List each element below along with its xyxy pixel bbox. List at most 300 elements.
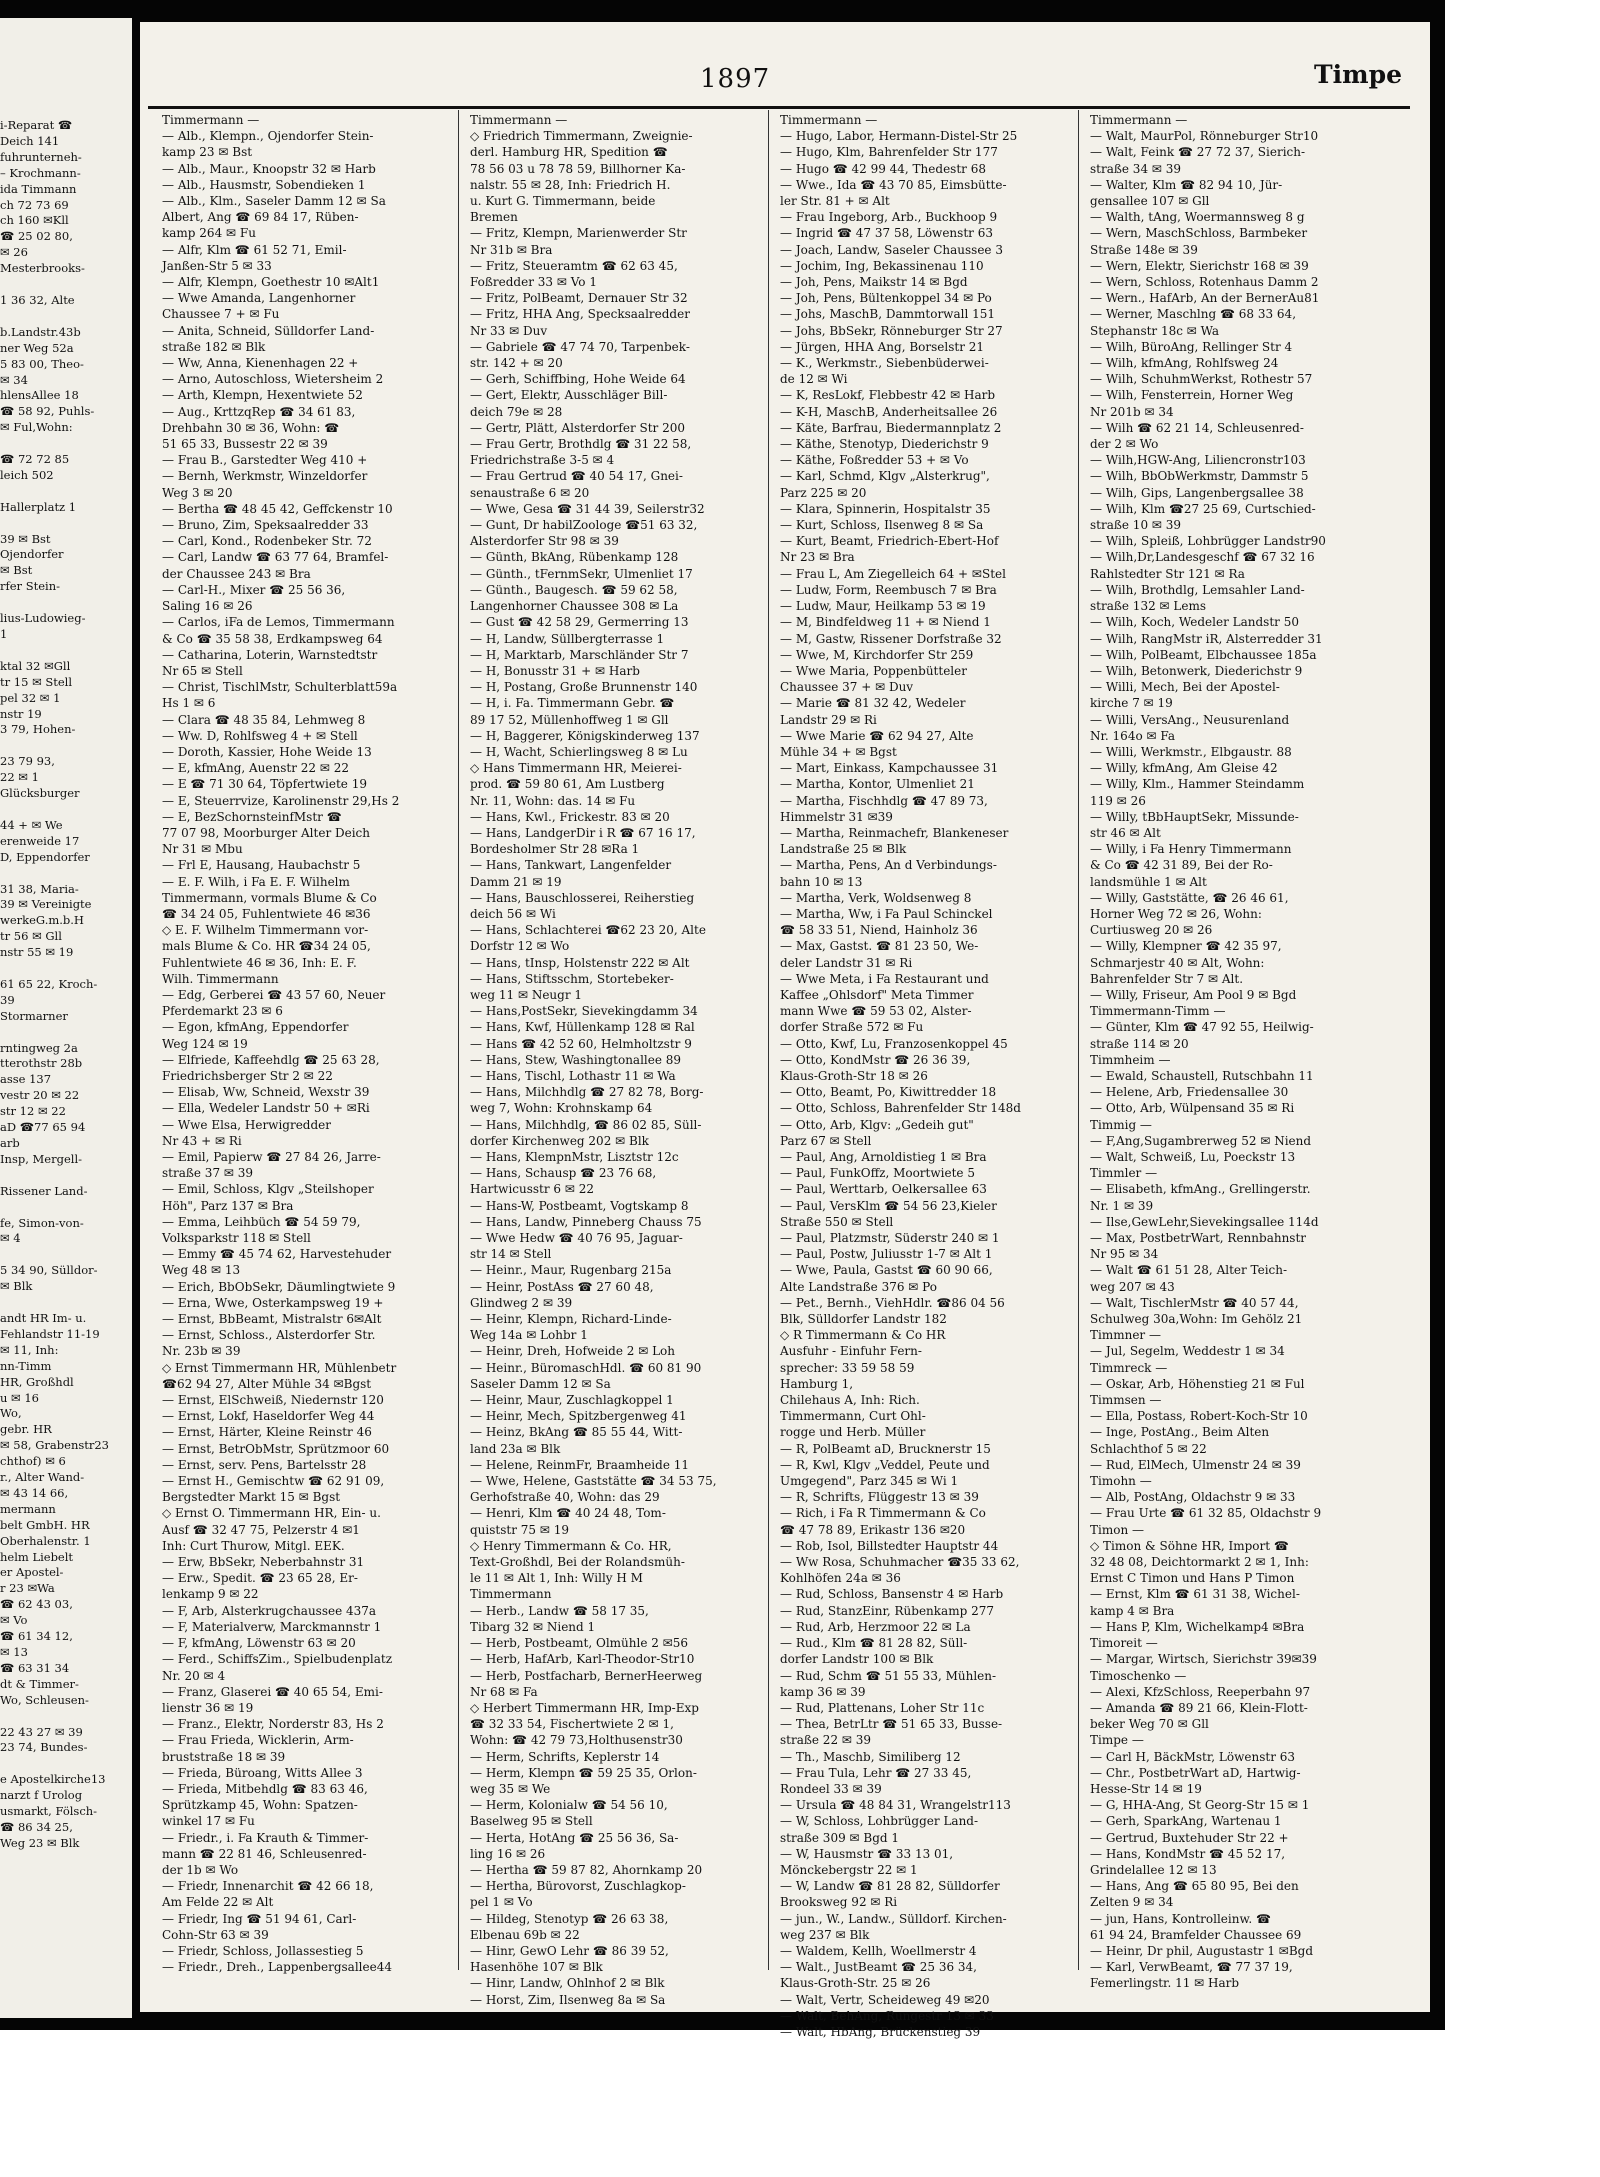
directory-entry-line: — Herb, HafArb, Karl-Theodor-Str10 xyxy=(470,1652,695,1667)
directory-entry-line: — Paul, FunkOffz, Moortwiete 5 xyxy=(780,1166,975,1181)
directory-entry-line: — H, Baggerer, Königskinderweg 137 xyxy=(470,728,700,743)
directory-entry-line: — Frl E, Hausang, Haubachstr 5 xyxy=(162,858,361,873)
directory-entry-line: — Hugo, Labor, Hermann-Distel-Str 25 xyxy=(780,129,1018,144)
directory-entry-line: — Erw., Spedit. ☎ 23 65 28, Er- xyxy=(162,1571,358,1586)
directory-entry-line: — Walt, Schweiß, Lu, Poeckstr 13 xyxy=(1090,1150,1296,1164)
directory-entry-line: Am Felde 22 ✉ Alt xyxy=(162,1895,274,1910)
directory-entry-line: — Carl-H., Mixer ☎ 25 56 36, xyxy=(162,582,346,597)
directory-entry-line: — Alexi, KfzSchloss, Reeperbahn 97 xyxy=(1090,1684,1311,1699)
facing-page-line: ☎ 61 34 12, xyxy=(0,1629,73,1644)
directory-entry-line: Timmermann — xyxy=(162,113,260,127)
directory-entry-line: pel 1 ✉ Vo xyxy=(470,1895,533,1910)
directory-entry-line: — Oskar, Arb, Höhenstieg 21 ✉ Ful xyxy=(1090,1376,1305,1391)
directory-entry-line: Alte Landstraße 376 ✉ Po xyxy=(780,1279,937,1294)
directory-entry-line: Pferdemarkt 23 ✉ 6 xyxy=(162,1004,283,1019)
directory-entry-line: — Clara ☎ 48 35 84, Lehmweg 8 xyxy=(162,712,366,727)
directory-entry-line: — Karl, VerwBeamt, ☎ 77 37 19, xyxy=(1090,1960,1293,1975)
directory-entry-line: ☎ 47 78 89, Erikastr 136 ✉20 xyxy=(780,1522,966,1537)
directory-entry-line: — Emil, Papierw ☎ 27 84 26, Jarre- xyxy=(162,1150,381,1164)
directory-entry-line: — Wwe, Paula, Gastst ☎ 60 90 66, xyxy=(780,1263,993,1278)
facing-page-line xyxy=(0,1025,140,1041)
directory-entry-line: — Hans, Tischl, Lothastr 11 ✉ Wa xyxy=(470,1068,676,1083)
directory-entry-line: Umgegend", Parz 345 ✉ Wi 1 xyxy=(780,1474,959,1489)
directory-entry-line: Nr 95 ✉ 34 xyxy=(1090,1247,1159,1262)
directory-entry-line: Femerlingstr. 11 ✉ Harb xyxy=(1090,1976,1240,1991)
directory-entry-line: Foßredder 33 ✉ Vo 1 xyxy=(470,275,597,290)
directory-entry-line: — Hertha ☎ 59 87 82, Ahornkamp 20 xyxy=(470,1862,703,1877)
directory-entry-line: Alsterdorfer Str 98 ✉ 39 xyxy=(470,534,619,549)
directory-entry-line: — F,Ang,Sugambrerweg 52 ✉ Niend xyxy=(1090,1133,1312,1148)
directory-entry-line: — Pet., Bernh., ViehHdlr. ☎86 04 56 xyxy=(780,1295,1005,1310)
directory-entry-line: — Inge, PostAng., Beim Alten xyxy=(1090,1425,1270,1440)
directory-entry-line: — Fritz, PolBeamt, Dernauer Str 32 xyxy=(470,291,688,306)
facing-page-line: ✉ 4 xyxy=(0,1231,21,1246)
directory-entry-line: — Werner, Maschlng ☎ 68 33 64, xyxy=(1090,307,1297,322)
directory-entry-line: — Emil, Schloss, Klgv „Steilshoper xyxy=(162,1182,374,1197)
directory-entry-line: — Käthe, Stenotyp, Diederichstr 9 xyxy=(780,437,989,452)
directory-entry-line: — Hans,PostSekr, Sievekingdamm 34 xyxy=(470,1004,698,1019)
facing-page-line: ✉ 13 xyxy=(0,1645,28,1659)
directory-entry-line: — M, Bindfeldweg 11 + ✉ Niend 1 xyxy=(780,615,991,630)
directory-entry-line: — Käthe, Foßredder 53 + ✉ Vo xyxy=(780,453,969,468)
directory-entry-line: Timmig — xyxy=(1090,1117,1152,1132)
directory-entry-line: ◇ Henry Timmermann & Co. HR, xyxy=(470,1538,672,1553)
facing-page-line: HR, Großhdl xyxy=(0,1374,74,1389)
facing-page-line: 22 43 27 ✉ 39 xyxy=(0,1724,83,1739)
directory-entry-line: — Ingrid ☎ 47 37 58, Löwenstr 63 xyxy=(780,226,993,241)
directory-entry-line: — Hinr, Landw, Ohlnhof 2 ✉ Blk xyxy=(470,1976,665,1991)
directory-entry-line: kamp 4 ✉ Bra xyxy=(1090,1603,1175,1618)
directory-entry-line: Nr. 20 ✉ 4 xyxy=(162,1668,226,1683)
directory-entry-line: — Klara, Spinnerin, Hospitalstr 35 xyxy=(780,501,991,516)
directory-entry-line: — Gust ☎ 42 58 29, Germerring 13 xyxy=(470,615,689,630)
directory-entry-line: Timmheim — xyxy=(1090,1052,1171,1067)
directory-entry-line: le 11 ✉ Alt 1, Inh: Willy H M xyxy=(470,1571,643,1586)
directory-entry-line: — Günth., Baugesch. ☎ 59 62 58, xyxy=(470,582,678,597)
directory-entry-line: Hesse-Str 14 ✉ 19 xyxy=(1090,1781,1202,1796)
directory-entry-line: Nr 201b ✉ 34 xyxy=(1090,404,1174,419)
directory-entry-line: Nr 23 ✉ Bra xyxy=(780,550,855,565)
directory-entry-line: — Rud, StanzEinr, Rübenkamp 277 xyxy=(780,1603,994,1618)
directory-entry-line: senaustraße 6 ✉ 20 xyxy=(470,485,590,500)
directory-entry-line: — Frau Tula, Lehr ☎ 27 33 45, xyxy=(780,1765,972,1780)
directory-entry-line: — Willy, tBbHauptSekr, Missunde- xyxy=(1090,809,1299,824)
directory-entry-line: — Wwe Maria, Poppenbütteler xyxy=(780,663,967,678)
directory-entry-line: Janßen-Str 5 ✉ 33 xyxy=(162,258,272,273)
facing-page-line: Wo, Schleusen- xyxy=(0,1692,89,1707)
directory-entry-line: — Hans ☎ 42 52 60, Helmholtzstr 9 xyxy=(470,1036,692,1051)
directory-entry-line: weg 207 ✉ 43 xyxy=(1090,1279,1175,1294)
directory-entry-line: — E. F. Wilh, i Fa E. F. Wilhelm xyxy=(162,874,350,889)
facing-page-line: rfer Stein- xyxy=(0,579,60,594)
directory-entry-line: Rondeel 33 ✉ 39 xyxy=(780,1781,882,1796)
directory-entry-line: 32 48 08, Deichtormarkt 2 ✉ 1, Inh: xyxy=(1090,1555,1309,1570)
facing-page-line: 1 36 32, Alte xyxy=(0,292,75,307)
directory-entry-line: — H, Bonusstr 31 + ✉ Harb xyxy=(470,663,640,678)
facing-page-line: leich 502 xyxy=(0,467,54,482)
directory-entry-line: — K., Werkmstr., Siebenbüderwei- xyxy=(780,356,989,371)
directory-entry-line: — Frau Gertr, Brothdlg ☎ 31 22 58, xyxy=(470,437,692,452)
directory-entry-line: — Elisabeth, kfmAng., Grellingerstr. xyxy=(1090,1182,1311,1197)
directory-entry-line: straße 34 ✉ 39 xyxy=(1090,161,1182,176)
directory-entry-line: — Rud, Schloss, Bansenstr 4 ✉ Harb xyxy=(780,1587,1004,1602)
directory-entry-line: Landstraße 25 ✉ Blk xyxy=(780,842,907,857)
directory-entry-line: — Otto, Kwf, Lu, Franzosenkoppel 45 xyxy=(780,1036,1008,1051)
directory-entry-line: — Otto, Schloss, Bahrenfelder Str 148d xyxy=(780,1101,1021,1116)
directory-entry-line: — Gunt, Dr habilZoologe ☎51 63 32, xyxy=(470,518,698,533)
directory-entry-line: Timoreit — xyxy=(1090,1636,1158,1651)
directory-entry-line: — Heinr, Maur, Zuschlagkoppel 1 xyxy=(470,1393,674,1408)
directory-entry-line: deich 79e ✉ 28 xyxy=(470,404,563,419)
facing-page-line xyxy=(0,1295,140,1311)
facing-page-line: rntingweg 2a xyxy=(0,1040,78,1055)
facing-page-line: 5 34 90, Sülldor- xyxy=(0,1263,98,1278)
directory-entry-line: Timmler — xyxy=(1090,1166,1158,1181)
directory-entry-line: Timohn — xyxy=(1090,1474,1152,1489)
directory-entry-line: Brooksweg 92 ✉ Ri xyxy=(780,1895,898,1910)
directory-entry-line: — Chr., PostbetrWart aD, Hartwig- xyxy=(1090,1765,1301,1780)
directory-entry-line: dorfer Kirchenweg 202 ✉ Blk xyxy=(470,1133,649,1148)
directory-entry-line: Rahlstedter Str 121 ✉ Ra xyxy=(1090,566,1245,581)
facing-page-line: ch 160 ✉Kll xyxy=(0,213,69,228)
directory-entry-line: — M, Gastw, Rissener Dorfstraße 32 xyxy=(780,631,1002,646)
directory-entry-line: Himmelstr 31 ✉39 xyxy=(780,809,893,824)
directory-entry-line: — Wern., HafArb, An der BernerAu81 xyxy=(1090,291,1320,306)
directory-entry-line: — jun., W., Landw., Sülldorf. Kirchen- xyxy=(780,1911,1007,1926)
directory-entry-line: Drehbahn 30 ✉ 36, Wohn: ☎ xyxy=(162,420,340,435)
facing-page-line xyxy=(0,1756,140,1772)
facing-page-line xyxy=(0,1247,140,1263)
directory-entry-line: — Christ, TischlMstr, Schulterblatt59a xyxy=(162,680,398,695)
directory-entry-line: — Herm, Schrifts, Keplerstr 14 xyxy=(470,1749,660,1764)
directory-entry-line: lenkamp 9 ✉ 22 xyxy=(162,1587,259,1602)
directory-entry-line: — Willy, Klempner ☎ 42 35 97, xyxy=(1090,939,1282,954)
directory-entry-line: — Ewald, Schaustell, Rutschbahn 11 xyxy=(1090,1068,1314,1083)
directory-entry-line: — Gabriele ☎ 47 74 70, Tarpenbek- xyxy=(470,339,690,354)
directory-entry-line: — Ww Rosa, Schuhmacher ☎35 33 62, xyxy=(780,1555,1020,1570)
directory-entry-line: Ausf ☎ 32 47 75, Pelzerstr 4 ✉1 xyxy=(162,1522,360,1537)
directory-entry-line: — Günth, BkAng, Rübenkamp 128 xyxy=(470,550,679,565)
directory-entry-line: — Gertrud, Buxtehuder Str 22 + xyxy=(1090,1830,1289,1845)
directory-entry-line: str 46 ✉ Alt xyxy=(1090,825,1161,840)
directory-entry-line: — Ernst, Lokf, Haseldorfer Weg 44 xyxy=(162,1409,375,1424)
directory-entry-line: — Henri, Klm ☎ 40 24 48, Tom- xyxy=(470,1506,666,1521)
facing-page-line: ktal 32 ✉Gll xyxy=(0,658,71,673)
facing-page-line: lius-Ludowieg- xyxy=(0,611,86,626)
directory-entry-line: — Otto, Arb, Klgv: „Gedeih gut" xyxy=(780,1117,974,1132)
directory-entry-line: — Wern, Schloss, Rotenhaus Damm 2 xyxy=(1090,275,1319,290)
directory-entry-line: — Egon, kfmAng, Eppendorfer xyxy=(162,1020,349,1035)
facing-page-line xyxy=(0,1709,140,1725)
facing-page-line: tr 15 ✉ Stell xyxy=(0,674,73,689)
directory-entry-line: — Fritz, HHA Ang, Specksaalredder xyxy=(470,307,690,322)
directory-entry-line: bruststraße 18 ✉ 39 xyxy=(162,1749,286,1764)
directory-entry-line: — Alfr, Klempn, Goethestr 10 ✉Alt1 xyxy=(162,275,380,290)
directory-entry-line: — Rich, i Fa R Timmermann & Co xyxy=(780,1506,986,1521)
directory-entry-line: — Helene, ReinmFr, Braamheide 11 xyxy=(470,1457,690,1472)
directory-entry-line: Cohn-Str 63 ✉ 39 xyxy=(162,1927,269,1942)
directory-entry-line: — Friedr, Schloss, Jollassestieg 5 xyxy=(162,1943,364,1958)
directory-entry-line: Nr 68 ✉ Fa xyxy=(470,1684,538,1699)
directory-entry-line: — Max, Gastst. ☎ 81 23 50, We- xyxy=(780,939,979,954)
directory-entry-line: — Walt ☎ 61 51 28, Alter Teich- xyxy=(1090,1263,1288,1278)
directory-entry-line: — Bernh, Werkmstr, Winzeldorfer xyxy=(162,469,368,484)
directory-entry-line: Weg 124 ✉ 19 xyxy=(162,1036,248,1051)
directory-entry-line: — Friedr., i. Fa Krauth & Timmer- xyxy=(162,1830,369,1845)
directory-entry-line: Nr 33 ✉ Duv xyxy=(470,323,548,338)
facing-page-line: werkeG.m.b.H xyxy=(0,913,84,928)
directory-entry-line: Timmermann xyxy=(470,1587,552,1602)
directory-entry-line: lienstr 36 ✉ 19 xyxy=(162,1700,254,1715)
directory-entry-line: — Wilh, kfmAng, Rohlfsweg 24 xyxy=(1090,356,1279,371)
directory-entry-line: — Hans, Stiftsschm, Stortebeker- xyxy=(470,971,674,986)
directory-entry-line: — Martha, Pens, An d Verbindungs- xyxy=(780,858,997,873)
directory-entry-line: — Käte, Barfrau, Biedermannplatz 2 xyxy=(780,420,1002,435)
directory-entry-line: Landstr 29 ✉ Ri xyxy=(780,712,877,727)
facing-page-line: ✉ Bst xyxy=(0,563,33,578)
directory-entry-line: — Walt, Vertr, Scheideweg 49 ✉20 xyxy=(780,1992,990,2007)
directory-entry-line: Nr. 11, Wohn: das. 14 ✉ Fu xyxy=(470,793,636,808)
facing-page-line: 1 xyxy=(0,627,8,641)
directory-entry-line: weg 35 ✉ We xyxy=(470,1781,551,1796)
directory-entry-line: rogge und Herb. Müller xyxy=(780,1425,926,1440)
directory-entry-line: — Wilh, Klm ☎27 25 69, Curtschied- xyxy=(1090,501,1316,516)
facing-page-line: Rissener Land- xyxy=(0,1183,88,1198)
directory-entry-line: u. Kurt G. Timmermann, beide xyxy=(470,194,656,209)
directory-entry-line: — Walt, MaurPol, Rönneburger Str10 xyxy=(1090,129,1319,144)
directory-entry-line: — Ella, Postass, Robert-Koch-Str 10 xyxy=(1090,1409,1308,1424)
directory-entry-line: — Hans, Landw, Pinneberg Chauss 75 xyxy=(470,1214,702,1229)
directory-entry-line: — Hans, Milchhdlg ☎ 27 82 78, Borg- xyxy=(470,1085,704,1100)
directory-entry-line: dorfer Landstr 100 ✉ Blk xyxy=(780,1652,934,1667)
directory-entry-line: — Willi, Werkmstr., Elbgaustr. 88 xyxy=(1090,744,1292,759)
facing-page-line: chthof) ✉ 6 xyxy=(0,1454,66,1469)
directory-entry-line: — Wilh, Betonwerk, Diederichstr 9 xyxy=(1090,663,1303,678)
directory-entry-line: Elbenau 69b ✉ 22 xyxy=(470,1927,580,1942)
directory-entry-line: — Günth., tFernmSekr, Ulmenliet 17 xyxy=(470,566,693,581)
directory-entry-line: — H, Landw, Süllbergterrasse 1 xyxy=(470,631,665,646)
directory-entry-line: — Herm, Kolonialw ☎ 54 56 10, xyxy=(470,1798,668,1813)
directory-entry-line: — Wern, MaschSchloss, Barmbeker xyxy=(1090,226,1308,241)
directory-entry-line: — Ernst, BbBeamt, Mistralstr 6✉Alt xyxy=(162,1312,382,1327)
directory-entry-line: Dorfstr 12 ✉ Wo xyxy=(470,939,570,954)
directory-entry-line: kamp 23 ✉ Bst xyxy=(162,145,253,160)
facing-page-line: Weg 23 ✉ Blk xyxy=(0,1835,80,1850)
directory-entry-line: — Friedr., Dreh., Lappenbergsallee44 xyxy=(162,1960,392,1975)
facing-page-line: r 23 ✉Wa xyxy=(0,1581,55,1596)
directory-entry-line: — Ernst, BetrObMstr, Sprützmoor 60 xyxy=(162,1441,390,1456)
directory-entry-line: — H, Postang, Große Brunnenstr 140 xyxy=(470,680,698,695)
directory-entry-line: — Wwe, M, Kirchdorfer Str 259 xyxy=(780,647,974,662)
facing-page-line xyxy=(0,309,140,325)
directory-entry-line: — Heinr, Dr phil, Augustastr 1 ✉Bgd xyxy=(1090,1943,1314,1958)
directory-entry-line: — Wilh, RangMstr iR, Alsterredder 31 xyxy=(1090,631,1323,646)
directory-entry-line: — Herb., Landw ☎ 58 17 35, xyxy=(470,1603,649,1618)
directory-entry-line: — Franz., Elektr, Norderstr 83, Hs 2 xyxy=(162,1717,384,1732)
directory-entry-line: — Wilh, Spleiß, Lohbrügger Landstr90 xyxy=(1090,534,1326,549)
directory-entry-line: Timoschenko — xyxy=(1090,1668,1187,1683)
directory-entry-line: & Co ☎ 35 58 38, Erdkampsweg 64 xyxy=(162,631,383,646)
running-head: Timpe xyxy=(1314,60,1402,89)
directory-entry-line: — Walt., JustBeamt ☎ 25 36 34, xyxy=(780,1960,977,1975)
directory-entry-line: Ausfuhr - Einfuhr Fern- xyxy=(780,1344,922,1359)
directory-entry-line: — Mart, Einkass, Kampchaussee 31 xyxy=(780,761,999,776)
directory-entry-line: — Ernst, serv. Pens, Bartelsstr 28 xyxy=(162,1457,367,1472)
directory-entry-line: — Otto, Arb, Wülpensand 35 ✉ Ri xyxy=(1090,1101,1295,1116)
facing-page-line xyxy=(0,277,140,293)
directory-entry-line: Nr. 164o ✉ Fa xyxy=(1090,728,1176,743)
facing-page-line: nstr 19 xyxy=(0,706,42,721)
directory-entry-line: Weg 48 ✉ 13 xyxy=(162,1263,241,1278)
directory-entry-line: — Gerh, Schiffbing, Hohe Weide 64 xyxy=(470,372,686,387)
directory-entry-line: — Hans, Kwf, Hüllenkamp 128 ✉ Ral xyxy=(470,1020,695,1035)
directory-entry-line: — Carlos, iFa de Lemos, Timmermann xyxy=(162,615,395,630)
directory-entry-line: — E, kfmAng, Auenstr 22 ✉ 22 xyxy=(162,761,349,776)
facing-page-line: 23 74, Bundes- xyxy=(0,1740,88,1755)
directory-entry-line: ☎62 94 27, Alter Mühle 34 ✉Bgst xyxy=(162,1376,372,1391)
facing-page-line: ida Timmann xyxy=(0,181,77,196)
facing-page-line: andt HR Im- u. xyxy=(0,1310,87,1325)
directory-entry-line: Weg 3 ✉ 20 xyxy=(162,485,233,500)
directory-entry-line: Schlachthof 5 ✉ 22 xyxy=(1090,1441,1207,1456)
directory-entry-line: — Bertha ☎ 48 45 42, Geffckenstr 10 xyxy=(162,501,393,516)
directory-entry-line: sprecher: 33 59 58 59 xyxy=(780,1360,915,1375)
directory-entry-line: — Ferd., SchiffsZim., Spielbudenplatz xyxy=(162,1652,393,1667)
directory-entry-line: — Heinr, Klempn, Richard-Linde- xyxy=(470,1312,672,1327)
directory-entry-line: — Rud, Schm ☎ 51 55 33, Mühlen- xyxy=(780,1668,997,1683)
directory-entry-line: der 2 ✉ Wo xyxy=(1090,437,1159,452)
facing-page-line: 22 ✉ 1 xyxy=(0,770,39,785)
directory-entry-line: Nr 31b ✉ Bra xyxy=(470,242,553,257)
facing-page-line: erenweide 17 xyxy=(0,833,80,848)
directory-entry-line: — Herta, HotAng ☎ 25 56 36, Sa- xyxy=(470,1830,679,1845)
facing-page-line: r., Alter Wand- xyxy=(0,1470,85,1485)
directory-entry-line: — Erna, Wwe, Osterkampsweg 19 + xyxy=(162,1295,384,1310)
directory-entry-line: straße 309 ✉ Bgd 1 xyxy=(780,1830,900,1845)
directory-entry-line: — Emmy ☎ 45 74 62, Harvestehuder xyxy=(162,1247,392,1262)
directory-entry-line: — H, i. Fa. Timmermann Gebr. ☎ xyxy=(470,696,675,711)
facing-page-line: ✉ Ful,Wohn: xyxy=(0,420,73,435)
directory-entry-line: — Fritz, Steueramtm ☎ 62 63 45, xyxy=(470,258,678,273)
directory-entry-line: Nr 31 ✉ Mbu xyxy=(162,842,243,857)
facing-page-line: Stormarner xyxy=(0,1008,68,1023)
directory-entry-line: — Waldem, Kellh, Woellmerstr 4 xyxy=(780,1943,977,1958)
directory-entry-line: — Wilh ☎ 62 21 14, Schleusenred- xyxy=(1090,420,1304,435)
facing-page-line: – Krochmann- xyxy=(0,165,81,180)
directory-entry-line: deich 56 ✉ Wi xyxy=(470,906,556,921)
directory-entry-line: Nr. 1 ✉ 39 xyxy=(1090,1198,1154,1213)
facing-page-line: ☎ 86 34 25, xyxy=(0,1819,73,1834)
entry-column-1 xyxy=(162,112,454,1975)
facing-page-line: fuhrunterneh- xyxy=(0,149,82,164)
directory-entry-line: — Ww, Anna, Kienenhagen 22 + xyxy=(162,356,359,371)
facing-page-line: ☎ 63 31 34 xyxy=(0,1660,70,1675)
facing-page-line: 39 xyxy=(0,992,15,1007)
directory-entry-line: — W, Schloss, Lohbrügger Land- xyxy=(780,1814,979,1829)
directory-entry-line: — Frieda, Mitbehdlg ☎ 83 63 46, xyxy=(162,1781,368,1796)
facing-page-line: 44 + ✉ We xyxy=(0,817,63,832)
directory-entry-line: — Helene, Arb, Friedensallee 30 xyxy=(1090,1085,1289,1100)
facing-page-line xyxy=(0,802,140,818)
directory-entry-line: — Anita, Schneid, Sülldorfer Land- xyxy=(162,323,375,338)
directory-entry-line: — Hans, Tankwart, Langenfelder xyxy=(470,858,672,873)
directory-entry-line: Bergstedter Markt 15 ✉ Bgst xyxy=(162,1490,341,1505)
directory-entry-line: — R, Kwl, Klgv „Veddel, Peute und xyxy=(780,1457,990,1472)
directory-entry-line: — Alb., Klempn., Ojendorfer Stein- xyxy=(162,129,374,144)
directory-entry-line: — Hugo ☎ 42 99 44, Thedestr 68 xyxy=(780,161,986,176)
directory-entry-line: — Aug., KrttzqRep ☎ 34 61 83, xyxy=(162,404,356,419)
directory-entry-line: winkel 17 ✉ Fu xyxy=(162,1814,255,1829)
directory-entry-line: bahn 10 ✉ 13 xyxy=(780,874,863,889)
directory-entry-line: — Hugo, Klm, Bahrenfelder Str 177 xyxy=(780,145,998,160)
directory-entry-line: weg 237 ✉ Blk xyxy=(780,1927,870,1942)
directory-entry-line: Fuhlentwiete 46 ✉ 36, Inh: E. F. xyxy=(162,955,357,970)
directory-entry-line: Text-Großhdl, Bei der Rolandsmüh- xyxy=(470,1555,685,1570)
directory-entry-line: ler Str. 81 + ✉ Alt xyxy=(780,194,890,209)
directory-entry-line: land 23a ✉ Blk xyxy=(470,1441,561,1456)
directory-entry-line: — Erich, BbObSekr, Däumlingtwiete 9 xyxy=(162,1279,396,1294)
directory-entry-line: — Ella, Wedeler Landstr 50 + ✉Ri xyxy=(162,1101,370,1116)
directory-entry-line: — Hans, LandgerDir i R ☎ 67 16 17, xyxy=(470,825,696,840)
directory-entry-line: ☎ 58 33 51, Niend, Hainholz 36 xyxy=(780,923,978,938)
directory-entry-line: Tibarg 32 ✉ Niend 1 xyxy=(470,1619,596,1634)
directory-entry-line: Timmermann, Curt Ohl- xyxy=(780,1409,926,1424)
directory-entry-line: — Walt, Feink ☎ 27 72 37, Sierich- xyxy=(1090,145,1306,160)
directory-entry-line: — Karl, Schmd, Klgv „Alsterkrug", xyxy=(780,469,990,484)
facing-page-line: Ojendorfer xyxy=(0,547,64,562)
directory-entry-line: — Fritz, Klempn, Marienwerder Str xyxy=(470,226,687,241)
directory-entry-line: Gerhofstraße 40, Wohn: das 29 xyxy=(470,1490,660,1505)
directory-entry-line: Nr 65 ✉ Stell xyxy=(162,663,243,678)
directory-entry-line: — Carl, Kond., Rodenbeker Str. 72 xyxy=(162,534,372,549)
directory-entry-line: — Walt, HbAng, Brückenstieg 39 xyxy=(780,2024,981,2039)
directory-entry-line: — Wwe Marie ☎ 62 94 27, Alte xyxy=(780,728,974,743)
directory-entry-line: Bordesholmer Str 28 ✉Ra 1 xyxy=(470,842,640,857)
directory-entry-line: — Willy, kfmAng, Am Gleise 42 xyxy=(1090,761,1278,776)
directory-entry-line: — Elisab, Ww, Schneid, Wexstr 39 xyxy=(162,1085,370,1100)
directory-entry-line: — Hans, Milchhdlg, ☎ 86 02 85, Süll- xyxy=(470,1117,702,1132)
directory-entry-line: — Ursula ☎ 48 84 31, Wrangelstr113 xyxy=(780,1798,1011,1813)
directory-entry-line: — Margar, Wirtsch, Sierichstr 39✉39 xyxy=(1090,1652,1317,1667)
directory-entry-line: — Hans, tInsp, Holstenstr 222 ✉ Alt xyxy=(470,955,690,970)
facing-page-line: Fehlandstr 11-19 xyxy=(0,1326,100,1341)
facing-page-line xyxy=(0,484,140,500)
facing-page-line: ☎ 25 02 80, xyxy=(0,229,73,244)
directory-entry-line: — F, Materialverw, Marckmannstr 1 xyxy=(162,1619,382,1634)
directory-entry-line: — Ernst H., Gemischtw ☎ 62 91 09, xyxy=(162,1474,385,1489)
directory-entry-line: — Kurt, Schloss, Ilsenweg 8 ✉ Sa xyxy=(780,518,984,533)
directory-entry-line: Mühle 34 + ✉ Bgst xyxy=(780,744,897,759)
directory-entry-line: — Rud, ElMech, Ulmenstr 24 ✉ 39 xyxy=(1090,1457,1301,1472)
directory-entry-line: deler Landstr 31 ✉ Ri xyxy=(780,955,913,970)
facing-page-line: D, Eppendorfer xyxy=(0,849,90,864)
directory-entry-line: Horner Weg 72 ✉ 26, Wohn: xyxy=(1090,906,1262,921)
directory-entry-line: — Amanda ☎ 89 21 66, Klein-Flott- xyxy=(1090,1700,1308,1715)
directory-entry-line: — Jürgen, HHA Ang, Borselstr 21 xyxy=(780,339,985,354)
directory-entry-line: — Heinz, BkAng ☎ 85 55 44, Witt- xyxy=(470,1425,683,1440)
directory-entry-line: — Heinr., BüromaschHdl. ☎ 60 81 90 xyxy=(470,1360,702,1375)
directory-entry-line: — Otto, KondMstr ☎ 26 36 39, xyxy=(780,1052,971,1067)
facing-page-line: nstr 55 ✉ 19 xyxy=(0,945,74,960)
directory-entry-line: — Wwe., Ida ☎ 43 70 85, Eimsbütte- xyxy=(780,177,1007,192)
directory-entry-line: mann ☎ 22 81 46, Schleusenred- xyxy=(162,1846,367,1861)
facing-page-line: ch 72 73 69 xyxy=(0,197,69,212)
directory-entry-line: — Joh, Pens, Bültenkoppel 34 ✉ Po xyxy=(780,291,992,306)
directory-entry-line: — Hertha, Bürovorst, Zuschlagkop- xyxy=(470,1879,686,1894)
directory-entry-line: straße 10 ✉ 39 xyxy=(1090,518,1182,533)
facing-page-line xyxy=(0,516,140,532)
directory-entry-line: — Wwe Elsa, Herwigredder xyxy=(162,1117,332,1132)
